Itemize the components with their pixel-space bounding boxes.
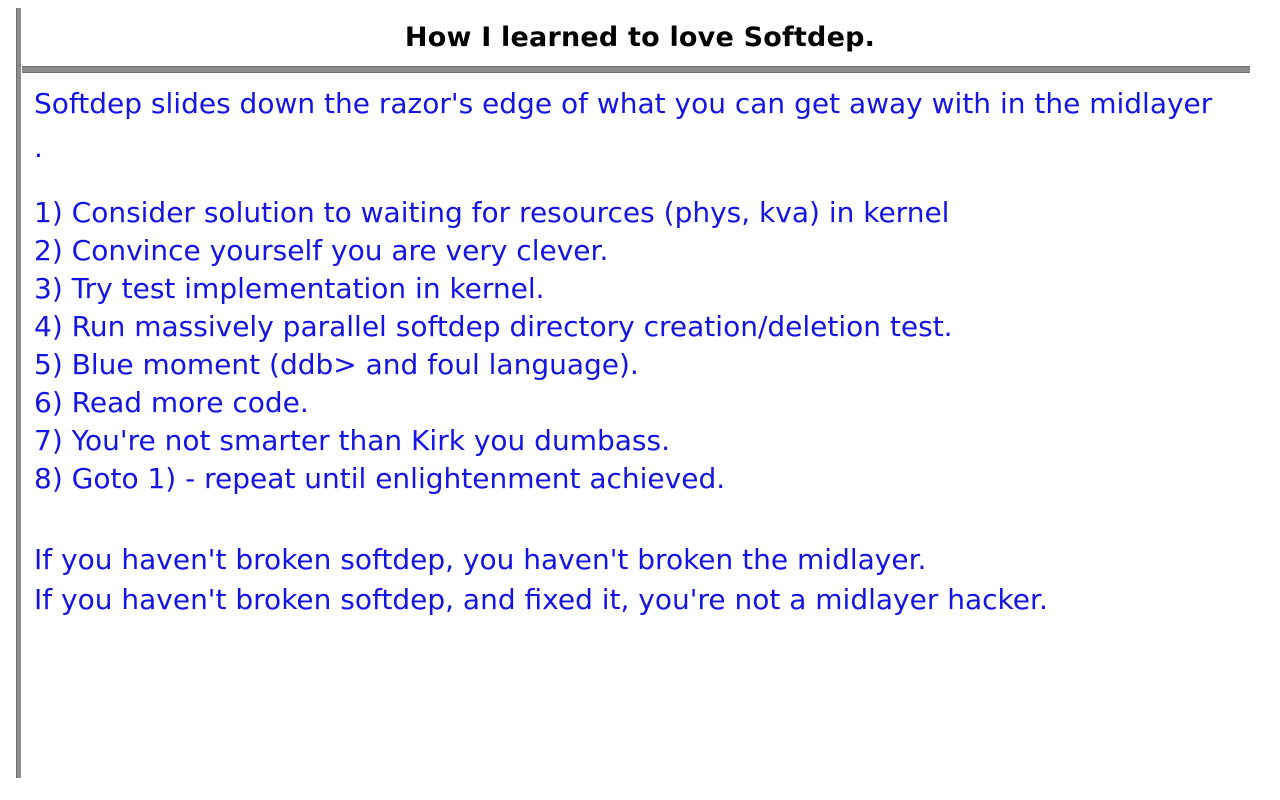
list-item: 7) You're not smarter than Kirk you dumbass. [34,424,670,457]
closing-line: If you haven't broken softdep, and fixed it, you're not a midlayer hacker. [34,583,1048,616]
intro-paragraph: Softdep slides down the razor's edge of what you can get away with in the midlayer [34,87,1213,120]
list-item: 8) Goto 1) - repeat until enlightenment achieved. [34,462,726,495]
list-item: 6) Read more code. [34,386,309,419]
list-item: 3) Try test implementation in kernel. [34,272,545,305]
slide-body [34,82,1249,620]
list-item: 5) Blue moment (ddb> and foul language). [34,348,639,381]
spacer-before-closing [34,498,1249,540]
title-divider [22,66,1250,73]
steps-list [34,194,1249,498]
list-item: 1) Consider solution to waiting for resources (phys, kva) in kernel [34,196,950,229]
spacer-after-intro [34,170,1249,194]
closing-block [34,540,1249,620]
list-item: 2) Convince yourself you are very clever. [34,234,609,267]
closing-line: If you haven't broken softdep, you haven't broken the midlayer. [34,543,927,576]
left-vertical-rule [16,8,21,778]
page-title: How I learned to love Softdep. [404,22,876,53]
list-item: 4) Run massively parallel softdep directory creation/deletion test. [34,310,953,343]
intro-paragraph-tail: . [34,131,43,164]
